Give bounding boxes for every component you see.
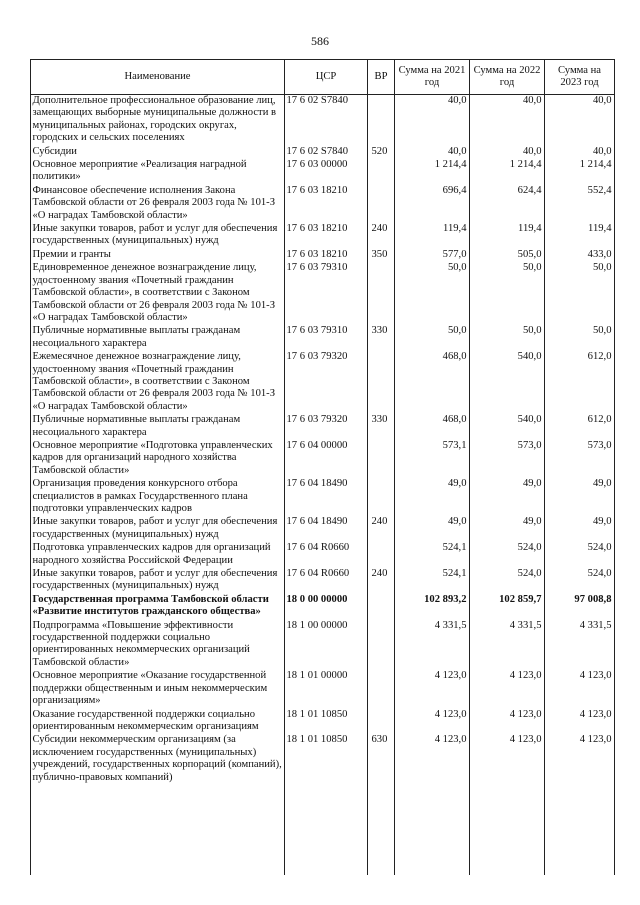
row-vr-cell xyxy=(368,159,395,185)
row-sum-2021-cell: 4 123,0 xyxy=(434,670,467,682)
row-sum-2022-cell: 624,4 xyxy=(517,184,542,196)
header-name: Наименование xyxy=(31,60,285,95)
row-vr-cell xyxy=(368,709,395,735)
row-csr-cell: 18 1 01 00000 xyxy=(286,670,348,682)
row-csr-cell: 17 6 04 18490 xyxy=(286,478,348,490)
row-sum-2021-cell: 49,0 xyxy=(447,516,467,528)
row-sum-2021-cell: 119,4 xyxy=(443,223,467,235)
page-number: 586 xyxy=(311,34,329,48)
row-sum-2022-cell: 4 123,0 xyxy=(509,734,542,746)
row-sum-2023-cell: 50,0 xyxy=(592,262,612,274)
column-divider xyxy=(614,93,615,875)
row-csr-cell: 18 1 01 10850 xyxy=(286,734,348,746)
row-sum-2022-cell: 573,0 xyxy=(517,439,542,451)
table-row xyxy=(31,159,615,185)
row-name-cell: Иные закупки товаров, работ и услуг для обеспечения государственных (муниципальных) нужд xyxy=(32,223,278,247)
row-name-cell: Основное мероприятие «Оказание государственной поддержки общественным и иным некоммерческим организациям» xyxy=(32,670,268,707)
table-row xyxy=(31,95,615,146)
row-sum-2022-cell: 540,0 xyxy=(517,414,542,426)
table-row xyxy=(31,542,615,568)
row-name-cell: Иные закупки товаров, работ и услуг для обеспечения государственных (муниципальных) нужд xyxy=(32,516,278,540)
row-sum-2021-cell: 573,1 xyxy=(442,439,467,451)
row-vr-cell xyxy=(368,185,395,223)
row-sum-2022-cell: 4 123,0 xyxy=(509,708,542,720)
row-vr-cell: 240 xyxy=(371,516,388,528)
column-divider xyxy=(367,93,368,875)
row-vr-cell xyxy=(368,620,395,671)
row-sum-2022-cell: 50,0 xyxy=(522,325,542,337)
row-csr-cell: 17 6 03 79310 xyxy=(286,262,348,274)
row-name-cell: Дополнительное профессиональное образование лиц, замещающих выборные муниципальные должности в муниципальных районах, городских округах, городских и сельских поселениях xyxy=(32,95,277,144)
column-divider xyxy=(30,93,31,875)
row-sum-2023-cell: 612,0 xyxy=(587,351,612,363)
row-sum-2022-cell: 102 859,7 xyxy=(499,593,542,605)
row-sum-2023-cell: 524,0 xyxy=(587,568,612,580)
header-csr: ЦСР xyxy=(285,60,368,95)
row-vr-cell xyxy=(368,542,395,568)
table-row xyxy=(31,146,615,159)
row-sum-2023-cell: 119,4 xyxy=(588,223,612,235)
row-csr-cell: 17 6 03 79320 xyxy=(286,351,348,363)
row-csr-cell: 18 1 01 10850 xyxy=(286,708,348,720)
table-row xyxy=(31,670,615,708)
header-sum-2021: Сумма на 2021 год xyxy=(395,60,470,95)
row-csr-cell: 17 6 03 18210 xyxy=(286,184,348,196)
row-vr-cell: 350 xyxy=(371,248,388,260)
budget-table xyxy=(30,59,615,785)
row-sum-2022-cell: 524,0 xyxy=(517,542,542,554)
table-row xyxy=(31,185,615,223)
row-sum-2022-cell: 540,0 xyxy=(517,351,542,363)
row-name-cell: Субсидии некоммерческим организациям (за исключением государственных (муниципальных) учреждений, государственных корпораций (компаний), публично-правовых компаний) xyxy=(32,734,282,783)
row-sum-2023-cell: 40,0 xyxy=(592,95,612,106)
row-sum-2023-cell: 49,0 xyxy=(592,516,612,528)
row-sum-2022-cell: 40,0 xyxy=(522,145,542,157)
table-row xyxy=(31,414,615,440)
row-csr-cell: 17 6 04 18490 xyxy=(286,516,348,528)
row-sum-2021-cell: 524,1 xyxy=(442,568,467,580)
row-csr-cell: 17 6 03 18210 xyxy=(286,223,348,235)
row-sum-2021-cell: 40,0 xyxy=(447,145,467,157)
row-sum-2023-cell: 4 123,0 xyxy=(579,708,612,720)
row-vr-cell: 630 xyxy=(371,734,388,746)
row-name-cell: Иные закупки товаров, работ и услуг для обеспечения государственных (муниципальных) нужд xyxy=(32,568,278,592)
row-csr-cell: 17 6 04 R0660 xyxy=(286,542,350,554)
row-csr-cell: 17 6 04 R0660 xyxy=(286,568,350,580)
table-row xyxy=(31,249,615,262)
row-name-cell: Премии и гранты xyxy=(32,248,111,260)
row-sum-2021-cell: 50,0 xyxy=(447,325,467,337)
row-sum-2021-cell: 468,0 xyxy=(442,414,467,426)
row-name-cell: Организация проведения конкурсного отбора специалистов в рамках Государственного плана подготовки управленческих кадров xyxy=(32,478,248,514)
row-sum-2022-cell: 524,0 xyxy=(517,568,542,580)
row-name-cell: Основное мероприятие «Подготовка управленческих кадров для организаций народного хозяйства Тамбовской области» xyxy=(32,439,273,476)
row-sum-2022-cell: 4 123,0 xyxy=(509,670,542,682)
table-row xyxy=(31,440,615,478)
row-name-cell: Финансовое обеспечение исполнения Закона Тамбовской области от 26 февраля 2003 года № 101-З «О наградах Тамбовской области» xyxy=(32,184,276,221)
row-sum-2022-cell: 1 214,4 xyxy=(509,159,542,171)
row-vr-cell xyxy=(368,440,395,478)
table-row xyxy=(31,325,615,351)
row-sum-2023-cell: 1 214,4 xyxy=(579,159,612,171)
row-sum-2021-cell: 49,0 xyxy=(447,478,467,490)
table-row xyxy=(31,351,615,414)
row-vr-cell xyxy=(368,478,395,516)
row-sum-2023-cell: 4 331,5 xyxy=(579,619,612,631)
row-sum-2023-cell: 433,0 xyxy=(587,248,612,260)
header-sum-2022: Сумма на 2022 год xyxy=(470,60,545,95)
row-sum-2023-cell: 573,0 xyxy=(587,439,612,451)
row-name-cell: Подпрограмма «Повышение эффективности государственной поддержки социально ориентированных некоммерческих организаций Тамбовской области» xyxy=(32,619,250,668)
row-vr-cell: 330 xyxy=(371,325,388,337)
row-vr-cell: 520 xyxy=(371,145,388,157)
row-sum-2023-cell: 97 008,8 xyxy=(574,593,612,605)
table-header-row xyxy=(31,60,615,95)
row-sum-2022-cell: 49,0 xyxy=(522,516,542,528)
row-sum-2023-cell: 40,0 xyxy=(592,145,612,157)
row-csr-cell: 17 6 03 18210 xyxy=(286,248,348,260)
row-name-cell: Оказание государственной поддержки социально ориентированным некоммерческим организациям xyxy=(32,708,259,732)
table-row xyxy=(31,620,615,671)
row-csr-cell: 18 1 00 00000 xyxy=(286,619,348,631)
row-sum-2021-cell: 4 331,5 xyxy=(434,619,467,631)
row-name-cell: Публичные нормативные выплаты гражданам несоциального характера xyxy=(32,325,241,349)
row-sum-2021-cell: 50,0 xyxy=(447,262,467,274)
header-vr: ВР xyxy=(368,60,395,95)
row-sum-2022-cell: 50,0 xyxy=(522,262,542,274)
row-csr-cell: 18 0 00 00000 xyxy=(286,593,348,605)
row-sum-2022-cell: 49,0 xyxy=(522,478,542,490)
row-sum-2022-cell: 4 331,5 xyxy=(509,619,542,631)
table-row xyxy=(31,594,615,620)
header-sum-2023: Сумма на 2023 год xyxy=(545,60,615,95)
row-name-cell: Основное мероприятие «Реализация наградной политики» xyxy=(32,159,247,183)
row-sum-2021-cell: 4 123,0 xyxy=(434,708,467,720)
row-vr-cell xyxy=(368,594,395,620)
row-sum-2023-cell: 4 123,0 xyxy=(579,734,612,746)
column-divider xyxy=(544,93,545,875)
row-vr-cell xyxy=(368,262,395,325)
table-row xyxy=(31,262,615,325)
table-row xyxy=(31,734,615,785)
row-name-cell: Подготовка управленческих кадров для организаций народного хозяйства Российской Федерации xyxy=(32,542,271,566)
table-row xyxy=(31,223,615,249)
row-sum-2023-cell: 49,0 xyxy=(592,478,612,490)
row-csr-cell: 17 6 03 00000 xyxy=(286,159,348,171)
row-name-cell: Государственная программа Тамбовской области «Развитие институтов гражданского общества» xyxy=(32,593,269,618)
row-vr-cell: 240 xyxy=(371,223,388,235)
row-sum-2021-cell: 696,4 xyxy=(442,184,467,196)
row-vr-cell xyxy=(368,351,395,414)
row-sum-2021-cell: 4 123,0 xyxy=(434,734,467,746)
row-name-cell: Единовременное денежное вознаграждение лицу, удостоенному звания «Почетный гражданин Тамбовской области», в соответствии с Законом Тамбовской области от 26 февраля 2003 года № 101-З «О наградах Тамбовской области» xyxy=(32,262,276,323)
row-vr-cell xyxy=(368,670,395,708)
row-sum-2021-cell: 524,1 xyxy=(442,542,467,554)
row-sum-2021-cell: 40,0 xyxy=(447,95,467,106)
row-name-cell: Публичные нормативные выплаты гражданам несоциального характера xyxy=(32,414,241,438)
row-vr-cell: 240 xyxy=(371,568,388,580)
table-row xyxy=(31,516,615,542)
row-csr-cell: 17 6 02 S7840 xyxy=(286,145,349,157)
row-sum-2023-cell: 4 123,0 xyxy=(579,670,612,682)
row-csr-cell: 17 6 03 79310 xyxy=(286,325,348,337)
row-csr-cell: 17 6 02 S7840 xyxy=(286,95,349,106)
row-name-cell: Ежемесячное денежное вознаграждение лицу, удостоенному звания «Почетный гражданин Тамбовской области», в соответствии с Законом Тамбовской области от 26 февраля 2003 года № 101-З «О наградах Тамбовской области» xyxy=(32,351,276,412)
row-sum-2021-cell: 468,0 xyxy=(442,351,467,363)
table-body xyxy=(31,95,615,785)
table-row xyxy=(31,568,615,594)
row-sum-2023-cell: 612,0 xyxy=(587,414,612,426)
column-divider xyxy=(394,93,395,875)
column-divider xyxy=(469,93,470,875)
row-sum-2023-cell: 524,0 xyxy=(587,542,612,554)
row-sum-2021-cell: 102 893,2 xyxy=(424,593,467,605)
row-sum-2022-cell: 119,4 xyxy=(518,223,542,235)
row-sum-2023-cell: 552,4 xyxy=(587,184,612,196)
row-sum-2022-cell: 505,0 xyxy=(517,248,542,260)
row-vr-cell: 330 xyxy=(371,414,388,426)
row-sum-2022-cell: 40,0 xyxy=(522,95,542,106)
table-row xyxy=(31,478,615,516)
row-sum-2021-cell: 577,0 xyxy=(442,248,467,260)
row-name-cell: Субсидии xyxy=(32,145,77,157)
row-sum-2023-cell: 50,0 xyxy=(592,325,612,337)
row-sum-2021-cell: 1 214,4 xyxy=(434,159,467,171)
row-vr-cell xyxy=(368,95,395,146)
table-row xyxy=(31,709,615,735)
column-divider xyxy=(284,93,285,875)
row-csr-cell: 17 6 04 00000 xyxy=(286,439,348,451)
row-csr-cell: 17 6 03 79320 xyxy=(286,414,348,426)
